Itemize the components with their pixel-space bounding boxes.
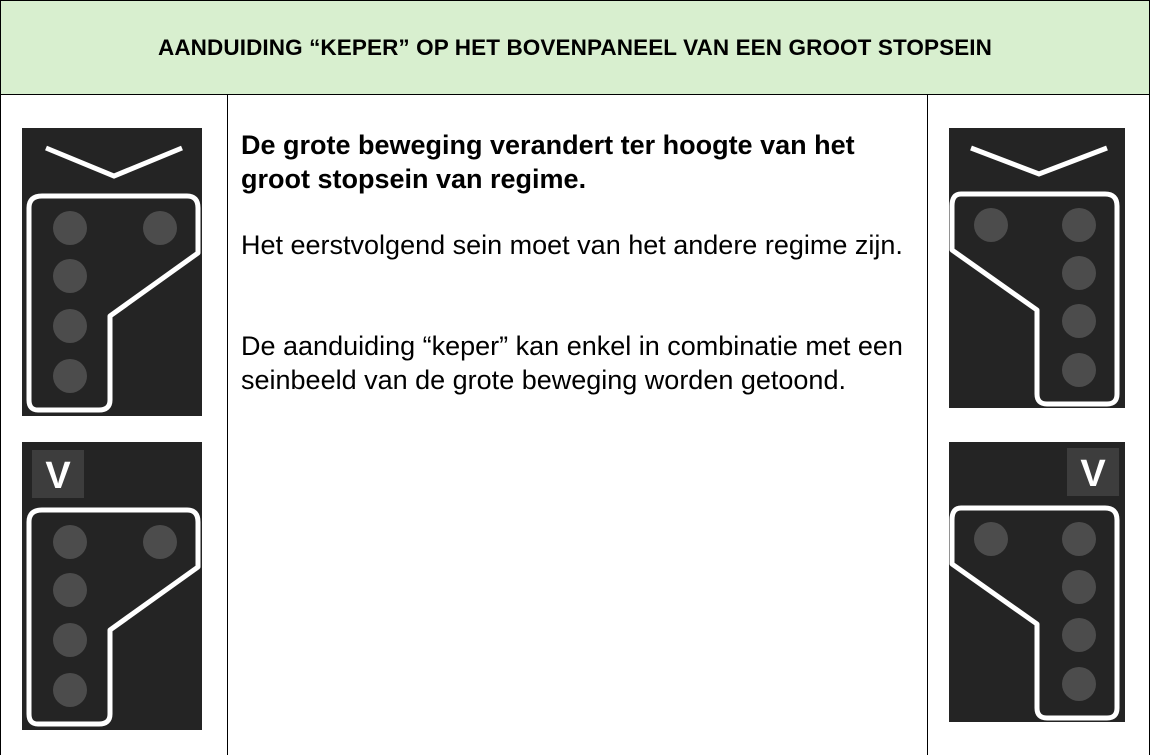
signal-lamp (53, 359, 87, 393)
signal-lamp (1062, 353, 1096, 387)
signal-lamp (53, 259, 87, 293)
signal-lamp (1062, 304, 1096, 338)
signal-keper-right (949, 128, 1125, 408)
signal-lamp (53, 623, 87, 657)
table-border-left (0, 95, 1, 755)
signal-lamp (143, 525, 177, 559)
signal-lamp (53, 211, 87, 245)
signal-lamp (1062, 522, 1096, 556)
paragraph-combination: De aanduiding “keper” kan enkel in combinatie met een seinbeeld van de grote beweging worden getoond. (241, 331, 903, 395)
signal-v-right (949, 442, 1125, 722)
signal-lamp (53, 309, 87, 343)
signal-keper-left (22, 128, 202, 416)
signal-lamp (1062, 208, 1096, 242)
signal-lamp (974, 522, 1008, 556)
column-divider-left (227, 95, 228, 755)
signal-lamp (974, 208, 1008, 242)
signal-v-left (22, 442, 202, 730)
paragraph-next-signal: Het eerstvolgend sein moet van het andere regime zijn. (241, 230, 903, 260)
paragraph-main: De grote beweging verandert ter hoogte van het groot stopsein van regime. (241, 130, 855, 194)
signal-lamp (53, 525, 87, 559)
signal-lamp (1062, 256, 1096, 290)
explanation-text (241, 128, 921, 397)
signal-lamp (143, 211, 177, 245)
column-divider-right (927, 95, 928, 755)
title-banner (0, 0, 1150, 95)
signal-lamp (53, 573, 87, 607)
signal-lamp (1062, 667, 1096, 701)
signal-lamp (1062, 618, 1096, 652)
signal-lamp (1062, 570, 1096, 604)
v-letter: V (45, 455, 71, 497)
signal-lamp (53, 673, 87, 707)
page-title: AANDUIDING “KEPER” OP HET BOVENPANEEL VAN EEN GROOT STOPSEIN (157, 34, 993, 60)
v-letter: V (1080, 453, 1106, 495)
